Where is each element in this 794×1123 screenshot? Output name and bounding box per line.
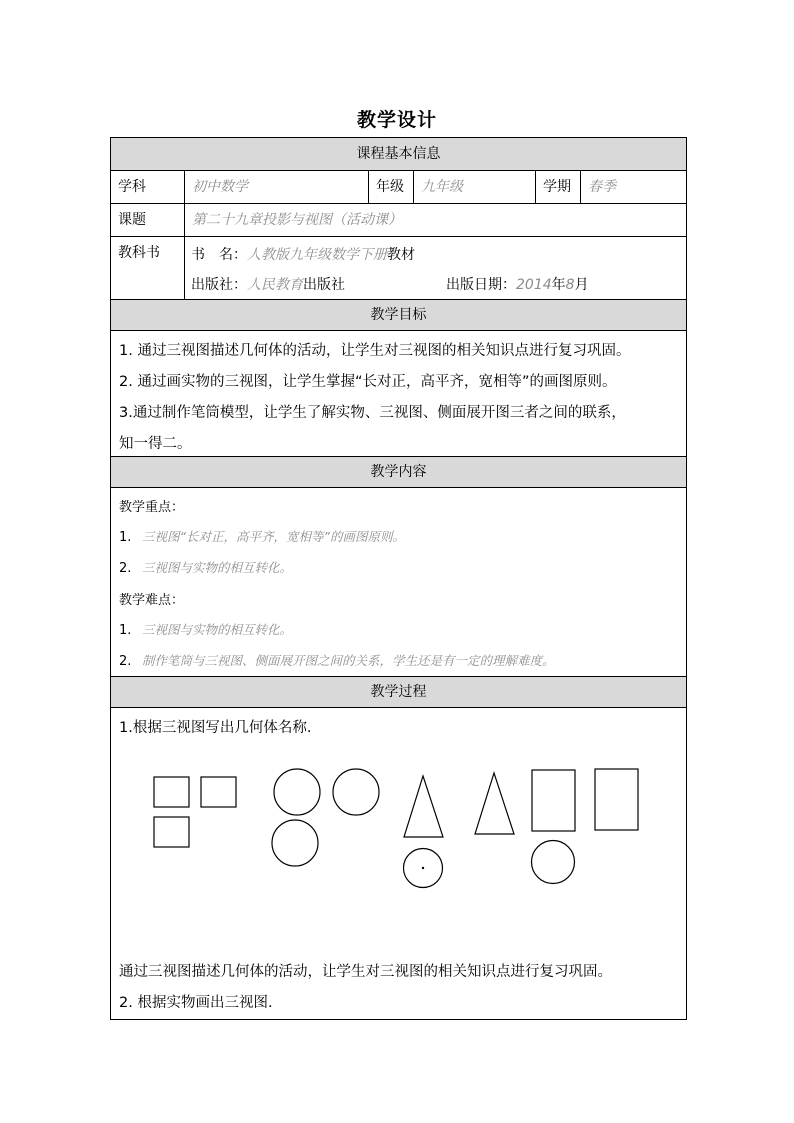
grade-label: 年级 — [369, 171, 414, 203]
cube-top-view — [154, 817, 189, 847]
goal-line-1: 1. 通过三视图描述几何体的活动，让学生对三视图的相关知识点进行复习巩固。 — [119, 343, 631, 359]
difficult-point-2-num: 2. — [119, 654, 132, 669]
cylinder-front-view — [532, 770, 575, 831]
content-header-text: 教学内容 — [370, 464, 427, 480]
lesson-plan-table — [110, 137, 687, 1020]
goals-header — [111, 300, 686, 331]
difficult-point-2-text: 制作笔筒与三视图、侧面展开图之间的关系，学生还是有一定的理解难度。 — [142, 653, 555, 668]
goals-body — [111, 331, 686, 457]
cube-side-view — [201, 777, 236, 807]
publisher-suffix: 出版社 — [303, 277, 345, 293]
subject-label: 学科 — [111, 171, 185, 203]
topic-label: 课题 — [111, 204, 185, 236]
difficult-point-1-num: 1. — [119, 623, 132, 638]
sphere-side-view — [333, 769, 379, 815]
cone-side-view — [475, 773, 514, 834]
process-header-text: 教学过程 — [370, 684, 427, 700]
basic-info-header-text: 课程基本信息 — [356, 146, 441, 162]
publisher-value: 人民教育 — [247, 277, 303, 293]
cylinder-top-view — [532, 841, 575, 884]
subject-row — [111, 171, 686, 204]
publish-date-line — [446, 274, 589, 294]
process-header — [111, 677, 686, 708]
book-value: 人教版九年级数学下册 — [247, 247, 387, 263]
key-point-2-num: 2. — [119, 561, 132, 576]
goal-line-3: 3.通过制作笔筒模型，让学生了解实物、三视图、侧面展开图三者之间的联系， — [119, 405, 626, 421]
process-summary: 通过三视图描述几何体的活动，让学生对三视图的相关知识点进行复习巩固。 — [119, 964, 612, 980]
difficult-point-1 — [119, 620, 292, 638]
topic-row — [111, 204, 686, 237]
key-point-2-text: 三视图与实物的相互转化。 — [142, 560, 293, 575]
book-suffix: 教材 — [387, 247, 415, 263]
term-label: 学期 — [536, 171, 581, 203]
content-header — [111, 457, 686, 488]
goal-line-4: 知一得二。 — [119, 436, 192, 452]
cone-apex-dot — [422, 867, 423, 868]
key-point-2 — [119, 558, 292, 576]
sphere-top-view — [272, 820, 318, 866]
goal-line-2: 2. 通过画实物的三视图，让学生掌握“长对正，高平齐，宽相等”的画图原则。 — [119, 374, 617, 390]
key-points-label: 教学重点： — [119, 500, 185, 515]
key-point-1-num: 1. — [119, 530, 132, 545]
date-year-unit: 年 — [551, 277, 566, 293]
cylinder-side-view — [595, 769, 638, 830]
cone-front-view — [404, 776, 443, 837]
publisher-prefix: 出版社： — [191, 277, 247, 293]
difficult-point-1-text: 三视图与实物的相互转化。 — [142, 622, 293, 637]
sphere-front-view — [274, 769, 320, 815]
basic-info-header — [111, 138, 686, 171]
date-month-unit: 月 — [574, 277, 589, 293]
subject-value: 初中数学 — [185, 171, 369, 203]
page-title: 教学设计 — [356, 109, 437, 131]
textbook-row — [111, 237, 686, 300]
topic-value: 第二十九章投影与视图（活动课） — [192, 212, 402, 228]
process-body — [111, 708, 686, 1019]
book-name-line — [191, 244, 415, 264]
goals-header-text: 教学目标 — [370, 307, 427, 323]
process-step-1: 1.根据三视图写出几何体名称. — [119, 720, 312, 736]
date-year: 2014 — [516, 277, 552, 293]
term-value: 春季 — [588, 179, 616, 195]
difficult-points-label: 教学难点： — [119, 593, 185, 608]
key-point-1 — [119, 527, 405, 545]
difficult-point-2 — [119, 651, 555, 669]
textbook-details — [185, 237, 686, 299]
key-point-1-text: 三视图“长对正，高平齐，宽相等”的画图原则。 — [142, 529, 405, 544]
process-step-2: 2. 根据实物画出三视图. — [119, 995, 273, 1011]
cube-front-view — [154, 777, 189, 807]
grade-value: 九年级 — [414, 171, 536, 203]
content-body — [111, 488, 686, 677]
textbook-label: 教科书 — [111, 237, 185, 299]
book-prefix: 书 名： — [191, 247, 247, 263]
date-prefix: 出版日期： — [446, 277, 516, 293]
date-month: 8 — [565, 277, 575, 293]
publisher-line — [191, 274, 345, 294]
